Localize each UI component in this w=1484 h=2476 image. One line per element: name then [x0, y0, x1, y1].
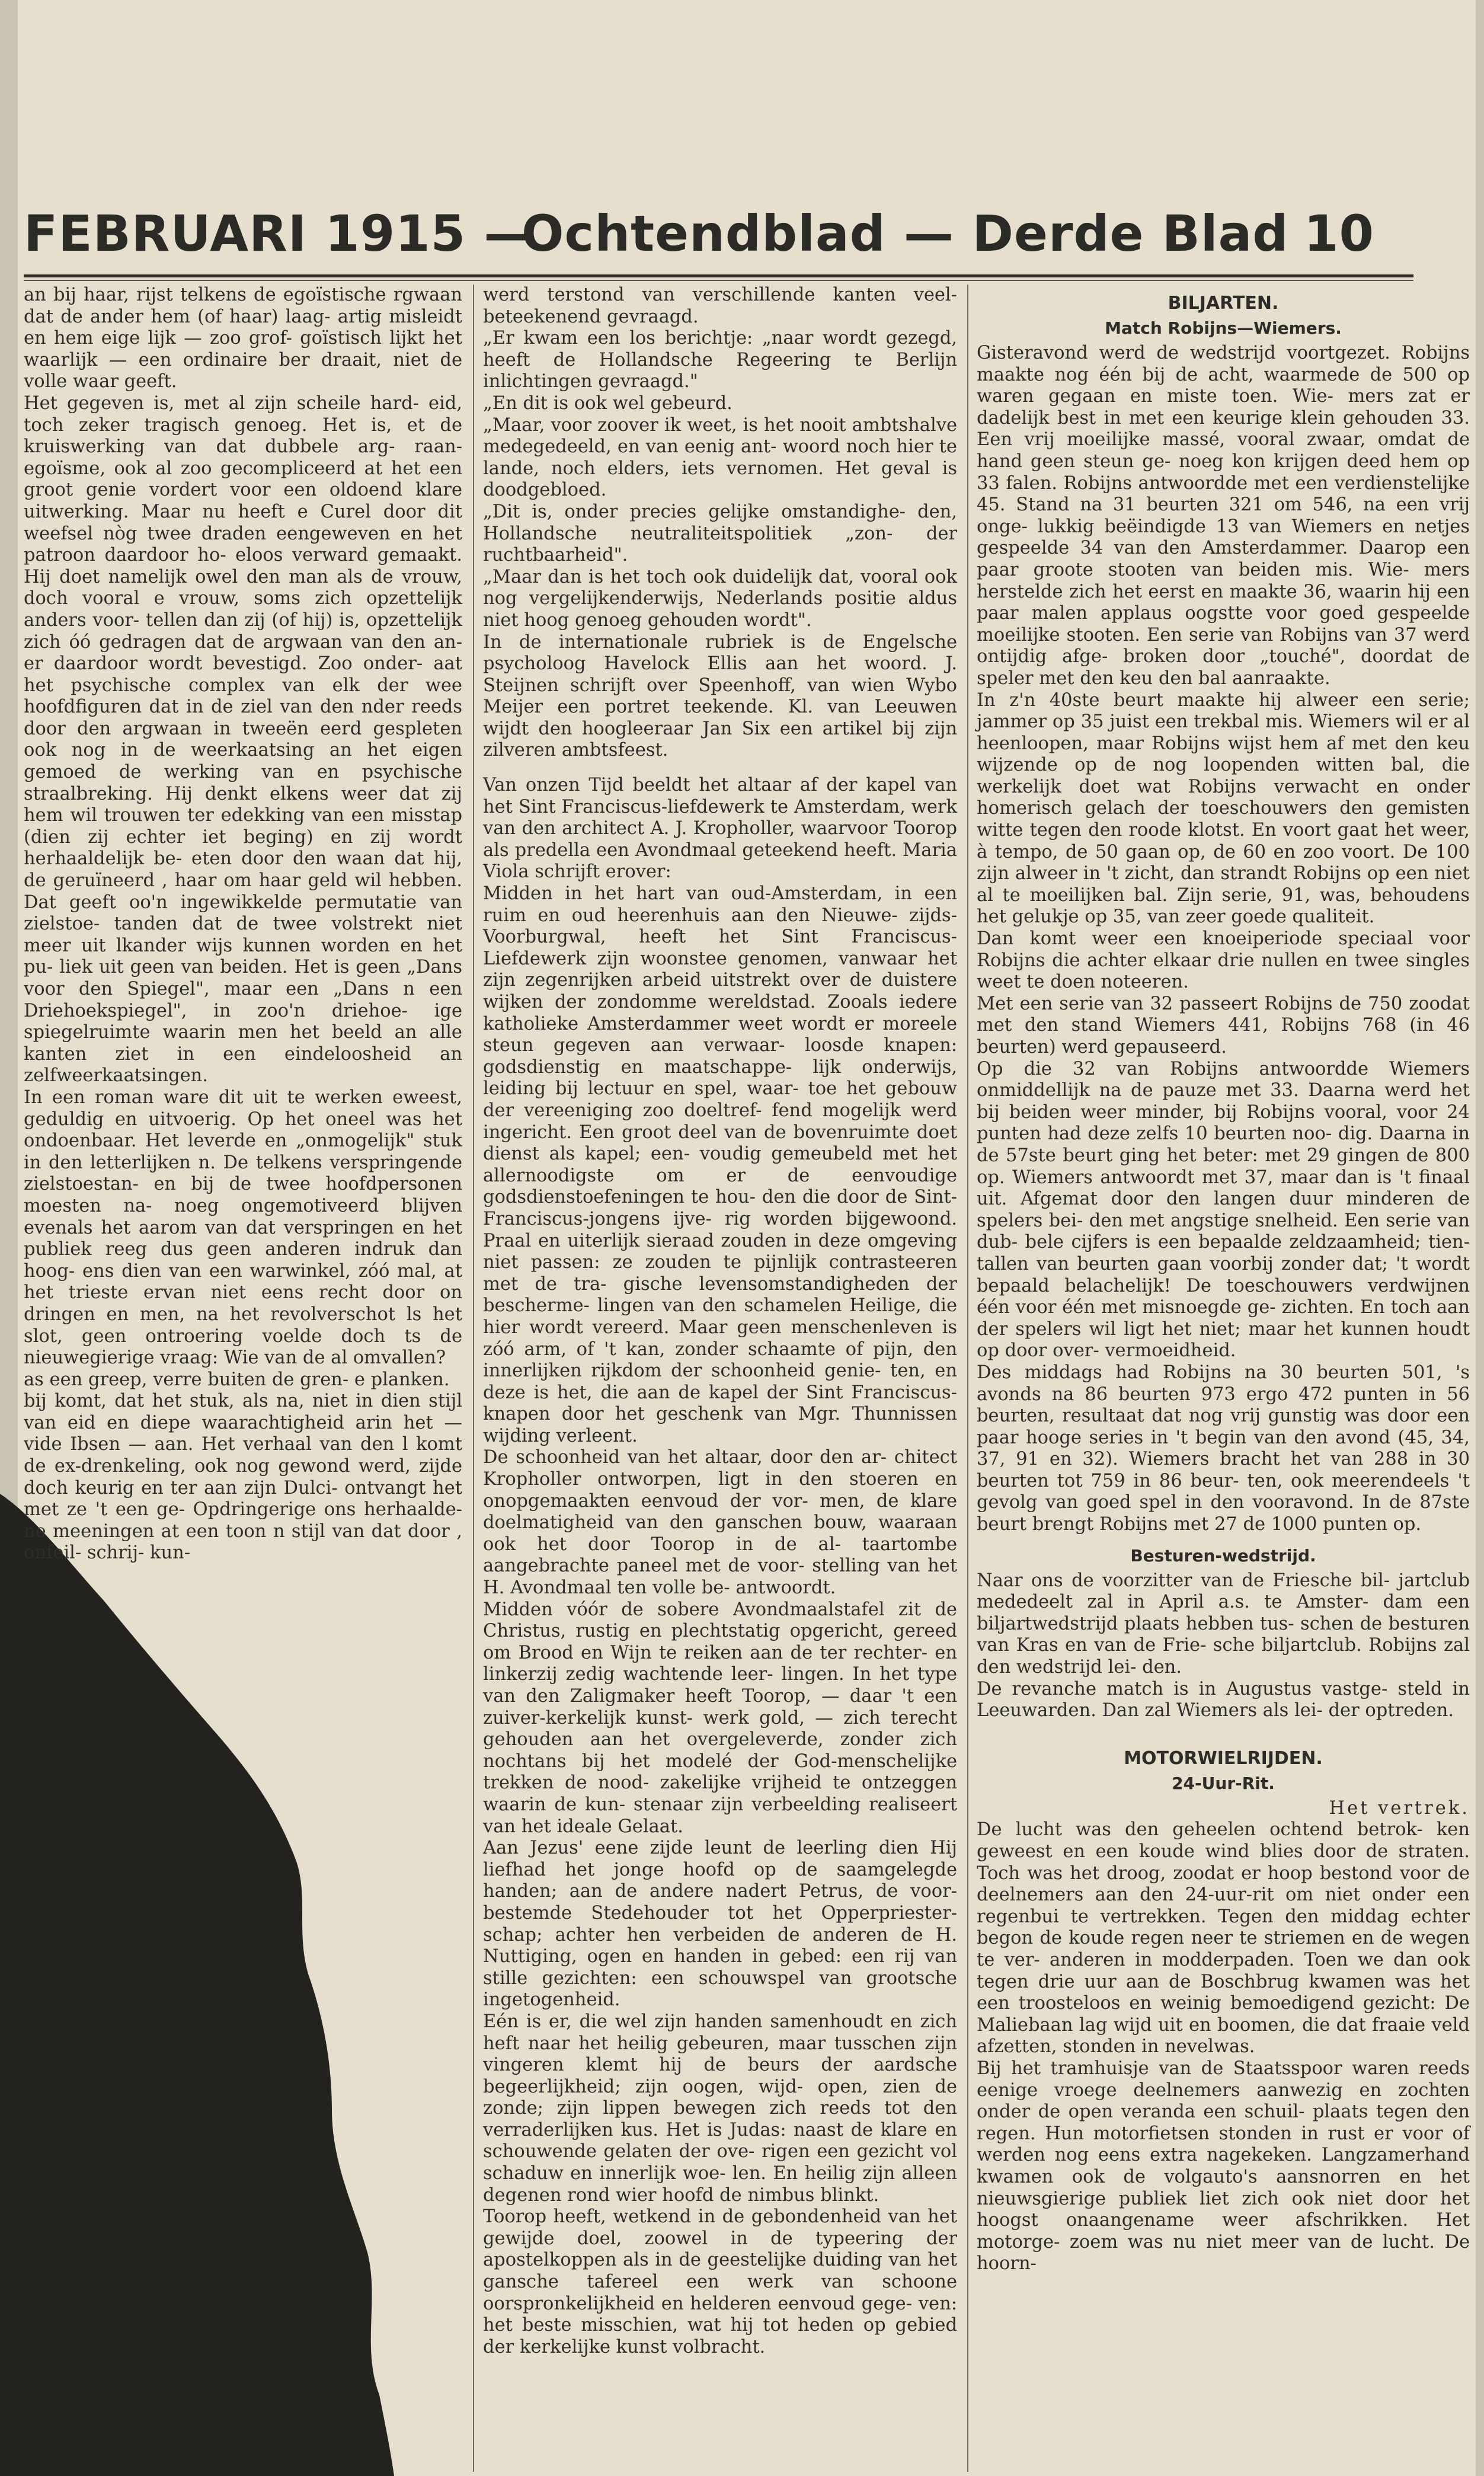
paragraph: „En dit is ook wel gebeurd.: [483, 392, 733, 414]
paragraph: Dan komt weer een knoeiperiode speciaal voor Robijns die achter elkaar drie nullen en twee singles weet te doen noteeren.: [977, 928, 1470, 993]
section-heading-motor: MOTORWIELRIJDEN.: [1124, 1747, 1323, 1769]
paragraph: Des middags had Robijns na 30 beurten 501, 's avonds na 86 beurten 973 ergo 472 punten in 56 beurten, resultaat dat nog vrij gunstig was door een paar hooge series in 't begin van den avond (45, 34, 37, 91 en 32). Wiemers bracht het van 288 in 30 beurten tot 759 in 86 beur- ten, ook meerendeels 't gevolg van goed spel in den vooravond. In de 87ste beurt brengt Robijns met 27 de 1000 punten op.: [977, 1362, 1470, 1535]
masthead: [24, 205, 1470, 270]
masthead-edition: Ochtendblad — Derde Blad: [522, 205, 1289, 263]
paragraph: Van onzen Tijd beeldt het altaar af der kapel van het Sint Franciscus-liefdewerk te Amsterdam, werk van den architect A. J. Kropholler, waarvoor Toorop als predella een Avondmaal geteekend heeft. Maria Viola schrijft erover:: [483, 775, 957, 883]
paragraph: bij komt, dat het stuk, als na, niet in dien stijl van eid en diepe waarachtigheid arin het — vide Ibsen — aan. Het verhaal van den l komt de ex-drenkeling, ook nog gewond werd, zijde doch keurig en ter aan zijn Dulci- ontvangt het met ze 't een ge- Opdringerige ons herhaalde- ne meeningen at een toon n stijl van dat door , onfeil- schrij- kun-: [24, 1391, 462, 1564]
spacer: [483, 762, 957, 775]
subheading-24h-ride: 24-Uur-Rit.: [1172, 1773, 1275, 1793]
masthead-rule: [24, 274, 1413, 277]
section-heading-billiards: BILJARTEN.: [1168, 293, 1279, 314]
subheading-board-match: Besturen-wedstrijd.: [1130, 1545, 1316, 1566]
paragraph: De lucht was den geheelen ochtend betrok- ken geweest en een koude wind blies door de straten. Toch was het droog, zoodat er hoop bestond voor de deelnemers aan den 24-uur-rit om niet onder een regenbui te vertrekken. Tegen den middag echter begon de koude regen neer te striemen en de wegen te ver- anderen in modderpaden. Toen we dan ook tegen drie uur aan de Boschbrug kwamen was het een troosteloos en weinig bemoedigend gezicht: De Maliebaan lag wijd uit en boomen, die dat fraaie veld afzetten, stonden in nevelwas.: [977, 1819, 1470, 2058]
paragraph: De revanche match is in Augustus vastge- steld in Leeuwarden. Dan zal Wiemers als lei- der optreden.: [977, 1678, 1470, 1721]
column-3-sports: [977, 285, 1470, 2275]
paragraph: „Er kwam een los berichtje: „naar wordt gezegd, heeft de Hollandsche Regeering te Berlijn inlichtingen gevraagd.": [483, 328, 957, 392]
paragraph: Midden vóór de sobere Avondmaalstafel zit de Christus, rustig en plechtstatig opgericht, gereed om Brood en Wijn te reiken aan de ter rechter- en linkerzij zedig wachtende leer- lingen. In het type van den Zaligmaker heeft Toorop, — daar 't een zuiver-kerkelijk kunst- werk gold, — zich terecht gehouden aan het overgeleverde, zonder zich nochtans bij het modelé der God-menschelijke trekken de nood- zakelijke vrijheid te ontzeggen waarin de kun- stenaar zijn verbeelding realiseert van het ideale Gelaat.: [483, 1599, 957, 1837]
subheading-departure: Het vertrek.: [1329, 1797, 1470, 1819]
paragraph: Gisteravond werd de wedstrijd voortgezet. Robijns maakte nog één bij de acht, waarmede de 500 op waren gegaan en miste toen. Wie- mers zat er dadelijk best in met een keurige klein gehouden 33. Een vrij moeilijke massé, vooral zwaar, omdat de hand geen steun ge- noeg kon krijgen deed hem op 33 falen. Robijns antwoordde met een verdienstelijke 45. Stand na 31 beurten 321 om 546, na een vrij onge- lukkig beëindigde 13 van Wiemers en netjes gespeelde 34 van den Amsterdammer. Daarop een paar groote stooten van beiden mis. Wie- mers herstelde zich het eerst en maakte 36, waarin hij een paar malen applaus oogstte voor goed gespeelde moeilijke stooten. Een serie van Robijns van 37 werd ontijdig afge- broken door „touché", doordat de speler met den keu den bal aanraakte.: [977, 343, 1470, 689]
masthead-rule-thin: [24, 280, 1413, 281]
paragraph: Toorop heeft, wetkend in de gebondenheid van het gewijde doel, zoowel in de typeering der apostelkoppen als in de geestelijke duiding van het gansche tafereel een werk van schoone oorspronkelijkheid en helderen eenvoud gege- ven: het beste misschien, wat hij tot heden op gebied der kerkelijke kunst volbracht.: [483, 2206, 957, 2357]
paragraph: as een greep, verre buiten de gren- e planken.: [24, 1369, 450, 1390]
paragraph: „Dit is, onder precies gelijke omstandighe- den, Hollandsche neutraliteitspolitiek „zon- der ruchtbaarheid".: [483, 501, 957, 566]
paragraph: Het gegeven is, met al zijn scheile hard- eid, toch zeker tragisch genoeg. Het is, et de kruiswerking van dat dubbele arg- raan-egoïsme, ook al zoo gecompliceerd at het een groot genie vordert voor een oldoend klare uitwerking. Maar nu heeft e Curel door dit weefsel nòg twee draden eengeweven en het patroon daardoor ho- eloos verward gemaakt. Hij doet namelijk owel den man als de vrouw, doch vooral e vrouw, soms zich opzettelijk anders voor- tellen dan zij (of hij) is, opzettelijk zich óó gedragen dat de argwaan van den an- er daardoor wordt bevestigd. Zoo onder- aat het psychische complex van elk der wee hoofdfiguren dat in de ziel van den nder reeds door den argwaan in tweeën eerd gespleten ook nog in de weerkaatsing an het eigen gemoed de werking van en psychische straalbreking. Hij denkt elkens weer dat zij hem wil trouwen ter edekking van een misstap (dien zij echter iet beging) en zij wordt herhaaldelijk be- eten door den waan dat hij, de geruïneerd , haar om haar geld wil hebben. Dat geeft oo'n ingewikkelde permutatie van zielstoe- tanden dat de twee volstrekt niet meer uit lkander wijs kunnen worden en het pu- liek uit geen van beiden. Het is geen „Dans voor den Spiegel", maar een „Dans n een Driehoekspiegel", in zoo'n driehoe- ige spiegelruimte waarin men het beeld an alle kanten ziet in een eindeloosheid an zelfweerkaatsingen.: [24, 392, 462, 1087]
paragraph: Naar ons de voorzitter van de Friesche bil- jartclub mededeelt zal in April a.s. te Amster- dam een biljartwedstrijd plaats hebben tus- schen de besturen van Kras en van de Frie- sche biljartclub. Robijns zal den wedstrijd lei- den.: [977, 1570, 1470, 1678]
paragraph: Midden in het hart van oud-Amsterdam, in een ruim en oud heerenhuis aan den Nieuwe- zijds-Voorburgwal, heeft het Sint Franciscus- Liefdewerk zijn woonstee genomen, vanwaar het zijn zegenrijken arbeid uitstrekt over de duistere wijken der zondomme wereldstad. Zooals iedere katholieke Amsterdammer weet wordt er moreele steun gegeven aan verwaar- loosde knapen: godsdienstig en maatschappe- lijk onderwijs, leiding bij lectuur en spel, waar- toe het gebouw der vereeniging zoo doeltref- fend mogelijk werd ingericht. Een groot deel van de bovenruimte doet dienst als kapel; een- voudig gemeubeld met het allernoodigste om er de eenvoudige godsdienstoefeningen te hou- den die door de Sint- Franciscus-jongens ijve- rig worden bijgewoond. Praal en uiterlijk sieraad zouden in deze omgeving niet passen: ze zouden te pijnlijk contrasteeren met de tra- gische levensomstandigheden der bescherme- lingen van den schamelen Heilige, die hier wordt vereerd. Maar geen menschenleven is zóó arm, of 't kan, zonder schaamte of pijn, den innerlijken rijkdom der schoonheid genie- ten, en deze is het, die aan de kapel der Sint Franciscus-knapen door het geschenk van Mgr. Thunnissen wijding verleent.: [483, 883, 957, 1446]
paragraph: In z'n 40ste beurt maakte hij alweer een serie; jammer op 35 juist een trekbal mis. Wiemers wil er al heenloopen, maar Robijns wijst hem af met den keu wijzende op de nog loopenden witten bal, die werkelijk doet wat Robijns verwacht en onder homerisch gelach der toeschouwers den gemisten witte tegen den roode klotst. En voort gaat het weer, à tempo, de 50 gaan op, de 60 en zoo voort. De 100 zijn alweer in 't zicht, dan strandt Robijns op een niet al te moeilijken bal. Zijn serie, 91, was, behoudens het gelukje op 35, van zeer goede qualiteit.: [977, 689, 1470, 928]
masthead-date: FEBRUARI 1915 —: [24, 205, 535, 263]
paragraph: werd terstond van verschillende kanten veel- beteekenend gevraagd.: [483, 285, 957, 327]
paragraph: „Maar dan is het toch ook duidelijk dat, vooral ook nog vergelijkenderwijs, Nederlands positie aldus niet hoog genoeg gehouden wordt".: [483, 566, 957, 631]
column-divider: [967, 285, 968, 2472]
paragraph: an bij haar, rijst telkens de egoïstische rgwaan dat de ander hem (of haar) laag- artig misleidt en hem eige lijk — zoo grof- goïstisch lijkt het waarlijk — een ordinaire ber draait, niet de volle waar geeft.: [24, 285, 462, 392]
page-number: 10: [1304, 205, 1374, 263]
paragraph: Bij het tramhuisje van de Staatsspoor waren reeds eenige vroege deelnemers aanwezig en zochten onder de open veranda een schuil- plaats tegen den regen. Hun motorfietsen stonden in rust er voor of werden nog eens extra nagekeken. Langzamerhand kwamen ook de volgauto's aansnorren en het nieuwsgierige publiek liet zich ook niet door het hoogst onaangename weer afschrikken. Het motorge- zoem was nu niet meer van de lucht. De hoorn-: [977, 2058, 1470, 2274]
paragraph: In de internationale rubriek is de Engelsche psycholoog Havelock Ellis aan het woord. J. Steijnen schrijft over Speenhoff, van wien Wybo Meijer een portret teekende. Kl. van Leeuwen wijdt den hoogleeraar Jan Six een artikel bij zijn zilveren ambtsfeest.: [483, 631, 957, 761]
paragraph: In een roman ware dit uit te werken eweest, geduldig en uitvoerig. Op het oneel was het ondoenbaar. Het leverde en „onmogelijk" stuk in den letterlijken n. De telkens verspringende zielstoestan- en bij de twee hoofdpersonen moesten na- noeg ongemotiveerd blijven evenals het aarom van dat verspringen en het publiek reeg dus geen anderen indruk dan hoog- ens dien van een warwinkel, zóó mal, at het trieste ervan niet eens recht door on dringen en men, na het revolverschot ls het slot, geen ontroering voelde doch ts de nieuwegierige vraag: Wie van de al omvallen?: [24, 1087, 462, 1369]
subheading-match: Match Robijns—Wiemers.: [1105, 318, 1342, 338]
column-divider: [473, 285, 474, 2472]
paragraph: Op die 32 van Robijns antwoordde Wiemers onmiddellijk na de pauze met 33. Daarna werd het bij beiden weer minder, bij Robijns vooral, voor 24 punten had deze zelfs 10 beurten noo- dig. Daarna in de 57ste beurt ging het beter: met 29 gingen de 800 op. Wiemers antwoordt met 37, maar dan is 't finaal uit. Afgemat door den langen duur minderen de spelers bei- den met angstige snelheid. Een serie van dub- bele cijfers is een bepaalde zeldzaamheid; tien- tallen van beurten gaan voorbij zonder dat; 't wordt bepaald belachelijk! De toeschouwers verdwijnen één voor één met misnoegde ge- zichten. En toch aan der spelers wil ligt het niet; maar het kunnen houdt op door over- vermoeidheid.: [977, 1058, 1470, 1362]
paragraph: Eén is er, die wel zijn handen samenhoudt en zich heft naar het heilig gebeuren, maar tusschen zijn vingeren klemt hij de beurs der aardsche begeerlijkheid; zijn oogen, wijd- open, zien de zonde; zijn lippen bewegen zich reeds tot den verraderlijken kus. Het is Judas: naast de klare en schouwende gelaten der ove- rigen een gezicht vol schaduw en innerlijk woe- len. En heilig zijn alleen degenen rond wier hoofd de nimbus blinkt.: [483, 2011, 957, 2206]
column-2-magazine-review: [483, 285, 957, 2358]
paragraph: Met een serie van 32 passeert Robijns de 750 zoodat met den stand Wiemers 441, Robijns 768 (in 46 beurten) werd gepauseerd.: [977, 993, 1470, 1058]
paragraph: De schoonheid van het altaar, door den ar- chitect Kropholler ontworpen, ligt in den stoeren en onopgemaakten eenvoud der vor- men, de klare doelmatigheid van den ganschen bouw, waaraan ook het door Toorop in de al- taartombe aangebrachte paneel met de voor- stelling van het H. Avondmaal ten volle be- antwoordt.: [483, 1447, 957, 1599]
paragraph: Aan Jezus' eene zijde leunt de leerling dien Hij liefhad het jonge hoofd op de saamgelegde handen; aan de andere nadert Petrus, de voor- bestemde Stedehouder tot het Opperpriester- schap; achter hen verbeiden de anderen de H. Nuttiging, ogen en handen in gebed: een rij van stille gezichten: een schouwspel van grootsche ingetogenheid.: [483, 1838, 957, 2011]
column-1-theatre-review: [24, 285, 462, 1564]
paragraph: „Maar, voor zoover ik weet, is het nooit ambtshalve medegedeeld, en van eenig ant- woord noch hier te lande, noch elders, iets vernomen. Het geval is doodgebloed.: [483, 414, 957, 501]
